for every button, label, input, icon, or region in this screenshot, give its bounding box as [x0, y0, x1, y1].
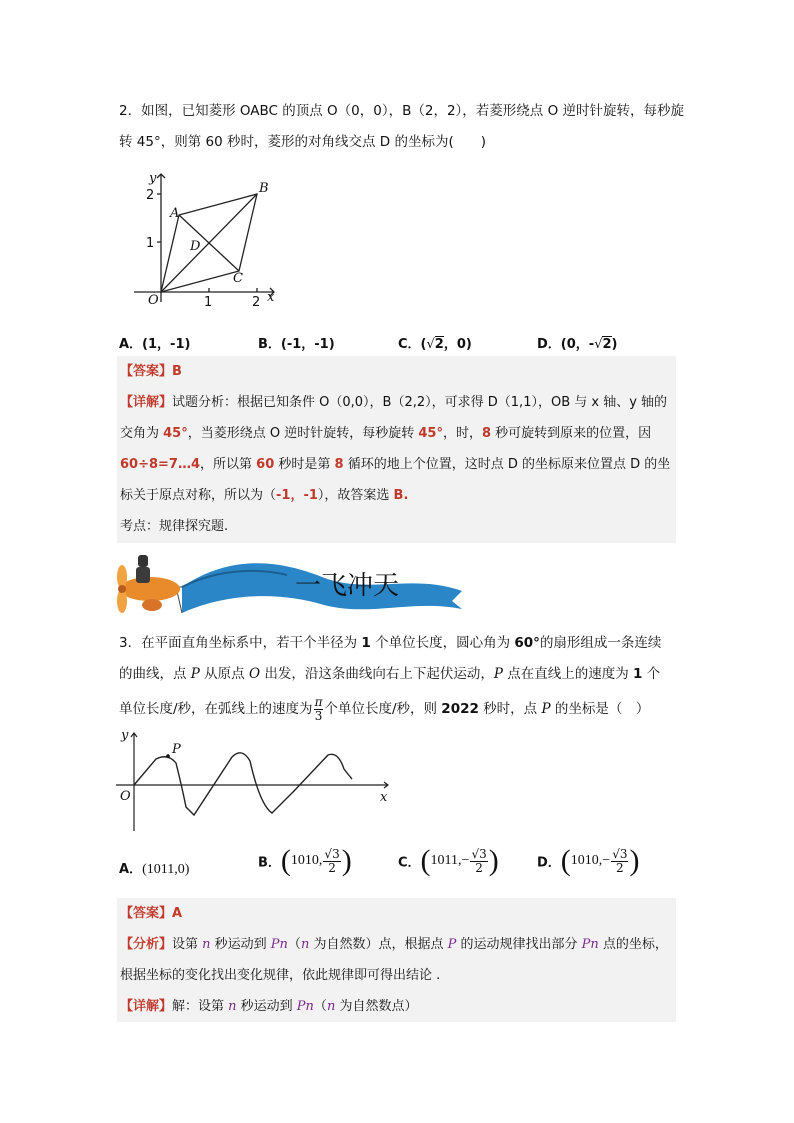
q3-option-c-den: 2 — [475, 860, 483, 875]
q3-l2-g: 点在直线上的速度为 — [502, 666, 634, 682]
q2-line1: 2．如图，已知菱形 OABC 的顶点 O（0，0），B（2，2），若菱形绕点 O 逆时针旋转，每秒旋 — [119, 103, 684, 119]
q3-l2-e: 出发，沿这条曲线向右上下起伏运动， — [260, 666, 494, 682]
q3-d1-n: n — [228, 999, 237, 1014]
q3-option-c-frac — [470, 848, 487, 875]
q2-point-D: D — [190, 239, 201, 254]
q3-l3-e: P — [541, 701, 551, 717]
q2-option-b: B．(-1，-1) — [258, 337, 335, 352]
q2-d4-d: B. — [393, 488, 409, 503]
q3-option-b-value: 1010, — [290, 853, 323, 868]
q3-option-c-num: √3 — [471, 846, 487, 861]
plane-body — [120, 577, 180, 601]
q3-l1-e: 的扇形组成一条连续 — [539, 635, 662, 651]
q3-option-c: C．(1011,− $\frac{√3}{2}$ ) — [398, 844, 499, 877]
q3-d1-n2: n — [326, 999, 336, 1014]
q2-origin-label: O — [148, 293, 159, 308]
q3-wave-curve — [134, 753, 352, 815]
q2-d2-g: 秒可旋转到原来的位置，因 — [491, 426, 652, 441]
q3-option-d-frac — [611, 848, 628, 875]
q2-x-label: x — [267, 290, 275, 305]
q2-d3-a: 60÷8=7…4 — [120, 457, 201, 472]
q3-l3-f: 的坐标是（ ） — [550, 701, 650, 717]
q3-a1-a: 设第 — [172, 937, 203, 952]
q3-l2-c: 从原点 — [199, 666, 249, 682]
q3-option-a-value: (1011,0) — [142, 862, 190, 877]
q3-line2 — [119, 659, 689, 690]
q3-option-d-value: 1010,− — [570, 853, 611, 868]
q3-d1-a: 解：设第 — [172, 999, 229, 1014]
q3-l2-a: 的曲线，点 — [119, 666, 191, 682]
q3-option-c-value: 1011,− — [430, 853, 470, 868]
q2-line2: 转 45°，则第 60 秒时，菱形的对角线交点 D 的坐标为( ) — [119, 134, 486, 150]
q3-option-a-label: A． — [119, 862, 143, 877]
q2-d2-f: 8 — [481, 426, 492, 441]
q2-answer-line — [120, 356, 182, 387]
q3-answer-tag: 【答案】 — [120, 906, 173, 921]
q3-origin-label: O — [120, 789, 131, 804]
q3-d1-pn: Pn — [296, 999, 314, 1014]
q3-d1-d: 为自然数点） — [335, 999, 418, 1014]
q3-option-b-frac — [323, 848, 340, 875]
q3-option-a — [119, 858, 189, 878]
q3-a1-d: 为自然数）点，根据点 — [309, 937, 448, 952]
q3-detail-line1 — [120, 991, 417, 1022]
q2-point-A: A — [170, 206, 180, 221]
q3-detail-tag: 【详解】 — [120, 999, 173, 1014]
q3-l3-d: 秒时，点 — [478, 701, 542, 717]
q3-l2-d: O — [248, 666, 261, 682]
q3-analysis-tag: 【分析】 — [120, 937, 173, 952]
q3-answer-line — [120, 898, 182, 929]
q3-l1-d: 60° — [514, 635, 540, 651]
q3-a1-c: （ — [287, 937, 301, 952]
q3-x-label: x — [380, 790, 388, 805]
q2-d2-b: 45° — [163, 426, 188, 441]
q2-rhombus-figure — [128, 168, 288, 310]
q3-l3-a: 单位长度/秒，在弧线上的速度为 — [119, 701, 313, 717]
q2-d4-a: 标关于原点对称，所以为（ — [120, 488, 277, 503]
q3-option-d: D．(1010,− $\frac{√3}{2}$ ) — [537, 844, 640, 877]
q3-analysis-line2: 根据坐标的变化找出变化规律，依此规律即可得出结论 . — [120, 968, 441, 983]
q3-point-P: P — [172, 742, 181, 757]
q3-answer-block — [117, 898, 676, 1022]
q3-line3 — [119, 694, 689, 725]
q2-option-d-post: ) — [611, 337, 618, 352]
q3-option-b: B．(1010, $\frac{√3}{2}$ ) — [258, 844, 352, 877]
banner-title: 一飞冲天 — [295, 571, 400, 601]
q3-option-d-num: √3 — [612, 846, 628, 861]
q3-line1 — [119, 628, 689, 659]
q3-a1-pn2: Pn — [581, 937, 599, 952]
q2-option-c-root: 2 — [434, 337, 444, 352]
q2-stem — [119, 96, 689, 158]
q2-xtick-2: 2 — [252, 295, 261, 310]
q2-d3-b: ，所以第 — [200, 457, 257, 472]
q2-answer-tag: 【答案】 — [120, 364, 173, 379]
q3-curve-figure — [112, 727, 394, 833]
q2-option-d: D．(0，-√2) — [537, 337, 618, 352]
q2-d3-d: 秒时是第 — [274, 457, 335, 472]
q3-pi-over-3 — [314, 696, 324, 723]
q2-d3-c: 60 — [256, 457, 275, 472]
q3-d1-b: 秒运动到 — [236, 999, 297, 1014]
q2-point-B: B — [259, 181, 269, 196]
q2-option-c: C．(√2，0) — [398, 337, 472, 352]
q2-ytick-1: 1 — [146, 236, 155, 251]
q2-detail-tag: 【详解】 — [120, 395, 173, 410]
q3-l2-f: P — [493, 666, 503, 682]
q2-option-a: A．(1，-1) — [119, 337, 191, 352]
q3-point-P-dot — [166, 754, 170, 758]
q2-xtick-1: 1 — [204, 295, 213, 310]
q3-l3-c: 2022 — [441, 701, 479, 717]
q3-l2-i: 个 — [642, 666, 661, 682]
q2-d2-e: ，时， — [442, 426, 482, 441]
q2-answer-block — [117, 356, 676, 543]
q3-a1-pn: Pn — [270, 937, 288, 952]
pilot-icon — [138, 555, 148, 567]
q2-note: 考点：规律探究题. — [120, 519, 229, 534]
q2-d4-c: ），故答案选 — [317, 488, 394, 503]
q3-option-b-den: 2 — [328, 860, 336, 875]
q3-d1-c: （ — [313, 999, 327, 1014]
q2-d3-f: 循环的地上个位置，这时点 D 的坐标原来位置点 D 的坐 — [343, 457, 671, 472]
q2-detail-line3 — [120, 449, 670, 480]
q2-d2-d: 45° — [418, 426, 443, 441]
q3-a1-n2: n — [300, 937, 310, 952]
q3-l1-a: 3．在平面直角坐标系中，若干个半径为 — [119, 635, 362, 651]
q3-analysis-line1 — [120, 929, 668, 960]
q2-d2-a: 交角为 — [120, 426, 164, 441]
q3-a1-f: 点的坐标， — [598, 937, 668, 952]
q2-answer-value: B — [172, 364, 182, 379]
q3-l1-b: 1 — [361, 635, 371, 651]
q2-d2-c: ，当菱形绕点 O 逆时针旋转，每秒旋转 — [187, 426, 419, 441]
q3-stem — [119, 628, 689, 725]
q3-l1-c: 个单位长度，圆心角为 — [370, 635, 515, 651]
q2-detail-line1 — [120, 387, 667, 418]
q3-frac-den: 3 — [314, 708, 323, 723]
q2-ytick-2: 2 — [146, 188, 155, 203]
q2-option-c-pre: C．( — [398, 337, 427, 352]
q2-detail-line2 — [120, 418, 651, 449]
q3-frac-num: π — [314, 694, 323, 709]
q2-detail-line4 — [120, 480, 408, 511]
q3-a1-e: 的运动规律找出部分 — [456, 937, 582, 952]
q3-l2-b: P — [190, 666, 200, 682]
q3-option-d-label: D． — [537, 855, 561, 871]
q3-y-label: y — [121, 728, 129, 743]
q2-option-d-pre: D．(0，- — [537, 337, 595, 352]
q3-a1-n: n — [202, 937, 211, 952]
banner-graphic — [112, 547, 468, 619]
q3-a1-b: 秒运动到 — [210, 937, 271, 952]
q2-y-label: y — [149, 171, 157, 186]
q3-option-b-label: B． — [258, 855, 281, 871]
q2-option-c-post: ，0) — [443, 337, 472, 352]
q2-option-d-root: 2 — [602, 337, 612, 352]
q2-d4-b: -1，-1 — [276, 488, 318, 503]
diagonal-AC — [179, 215, 239, 271]
q3-option-d-den: 2 — [616, 860, 624, 875]
q2-detail-text1: 试题分析：根据已知条件 O（0,0），B（2,2），可求得 D（1,1），OB 与 x 轴、y 轴的 — [172, 395, 668, 410]
q2-d3-e: 8 — [334, 457, 344, 472]
q2-point-C: C — [233, 271, 243, 286]
q3-answer-value: A — [172, 906, 183, 921]
q3-option-b-num: √3 — [324, 846, 340, 861]
q3-option-c-label: C． — [398, 855, 421, 871]
q3-l2-h: 1 — [633, 666, 643, 682]
q3-l3-b: 个单位长度/秒，则 — [324, 701, 442, 717]
q3-a1-p: P — [447, 937, 457, 952]
